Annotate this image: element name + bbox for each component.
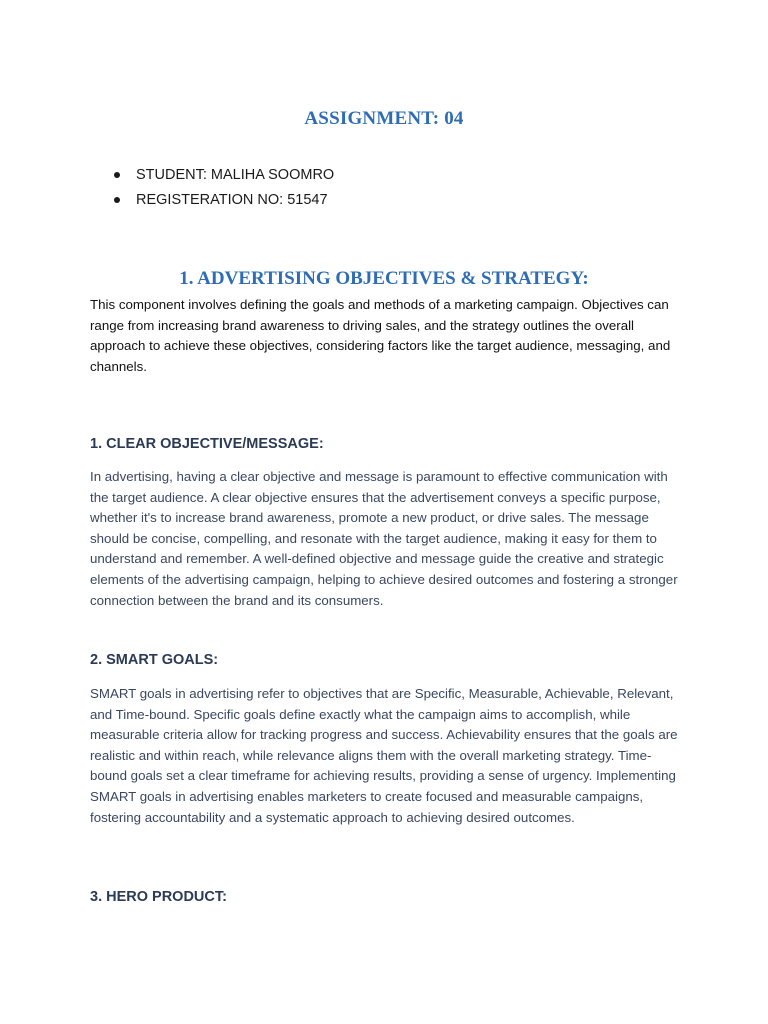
bullet-icon [114,197,120,203]
student-info-list [112,164,334,214]
subsection-body-smart-goals: SMART goals in advertising refer to objectives that are Specific, Measurable, Achievable, Relevant, and Time-bound. Specific goals define exactly what the campaign aims to accomplish, while measurable criteria allow for tracking progress and success. Achievability ensures that the goals are realistic and within reach, while relevance aligns them with the overall marketing strategy. Time-bound goals set a clear timeframe for achieving results, providing a sense of urgency. Implementing SMART goals in advertising enables marketers to create focused and measurable campaigns, fostering accountability and a systematic approach to achieving desired outcomes. [90,686,678,825]
subsection-heading-smart-goals: 2. SMART GOALS: [90,652,219,668]
section-title: 1. ADVERTISING OBJECTIVES & STRATEGY: [179,268,589,289]
subsection-body-clear-objective: In advertising, having a clear objective and message is paramount to effective communication with the target audience. A clear objective ensures that the advertisement conveys a specific purpose, whether it's to increase brand awareness, promote a new product, or drive sales. The message should be concise, compelling, and resonate with the target audience, making it easy for them to understand and remember. A well-defined objective and message guide the creative and strategic elements of the advertising campaign, helping to achieve desired outcomes and fostering a stronger connection between the brand and its consumers. [90,469,678,608]
document-title: ASSIGNMENT: 04 [304,108,464,129]
student-name: STUDENT: MALIHA SOOMRO [136,167,335,183]
intro-paragraph: This component involves defining the goals and methods of a marketing campaign. Objectives can range from increasing brand awareness to driving sales, and the strategy outlines the overall approach to achieve these objectives, considering factors like the target audience, messaging, and channels. [90,297,671,374]
registration-number: REGISTERATION NO: 51547 [136,192,328,208]
list-item [112,189,334,214]
subsection-heading-hero-product: 3. HERO PRODUCT: [90,889,227,905]
list-item [112,164,334,189]
bullet-icon [114,172,120,178]
subsection-heading-clear-objective: 1. CLEAR OBJECTIVE/MESSAGE: [90,436,324,452]
